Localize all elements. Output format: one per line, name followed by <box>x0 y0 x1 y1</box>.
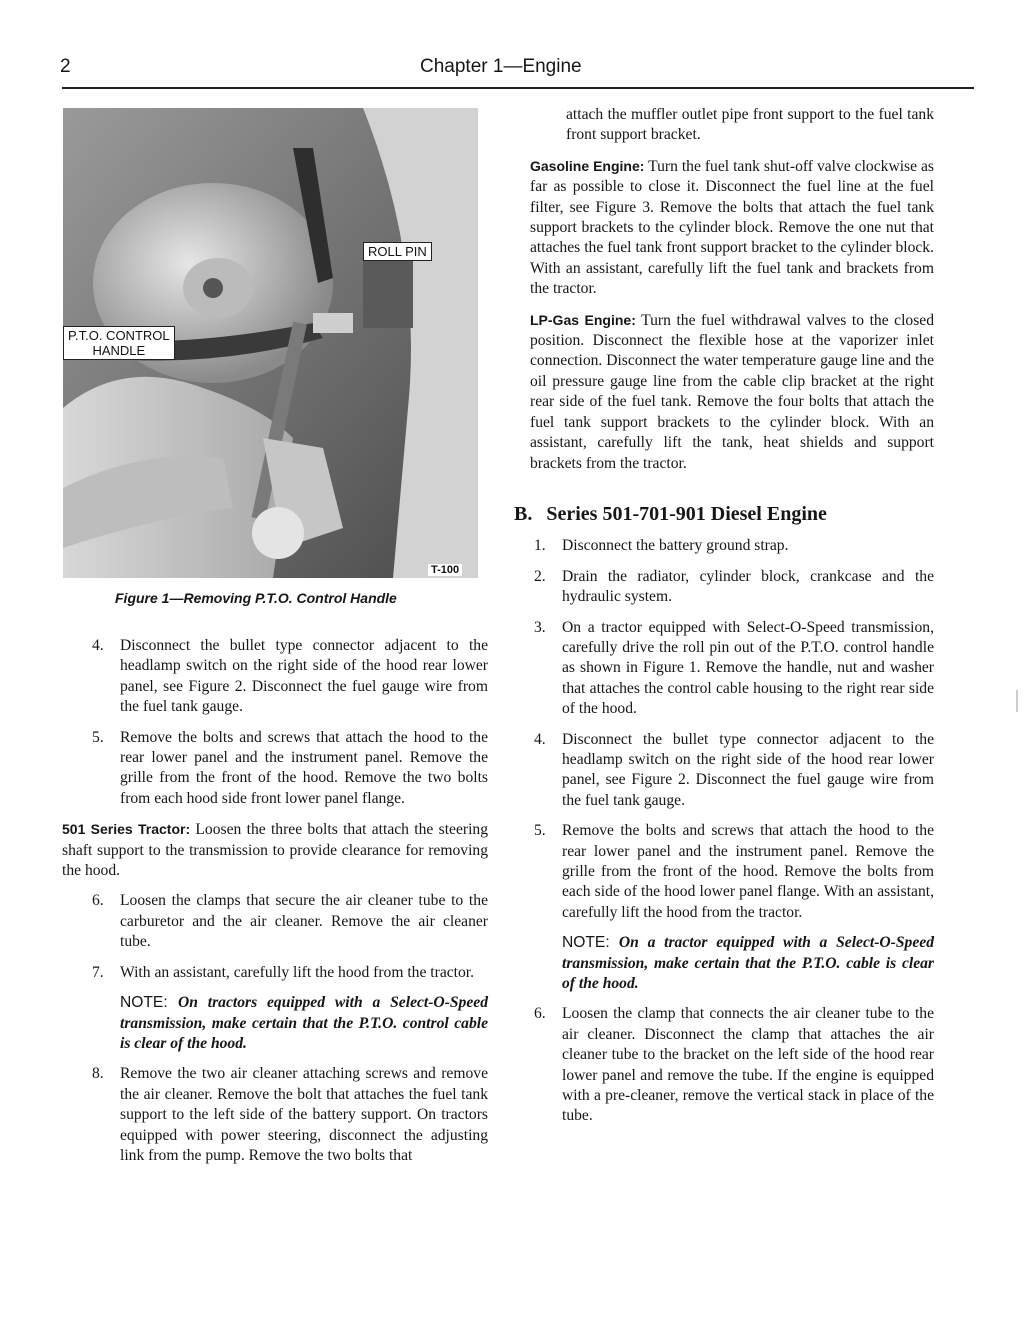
note-label: NOTE: <box>120 994 178 1012</box>
gasoline-engine-label: Gasoline Engine: <box>530 157 645 174</box>
gasoline-engine-paragraph <box>530 156 934 300</box>
note-label: NOTE: <box>562 934 619 952</box>
lp-gas-engine-paragraph <box>530 310 934 474</box>
step-text: On a tractor equipped with Select-O-Speed transmission, carefully drive the roll pin out of the P.T.O. control handle as shown in Figure 1. Remove the handle, nut and washer that attaches the control cable housing to the right rear side of the hood. <box>562 618 934 718</box>
section-title: Series 501-701-901 Diesel Engine <box>546 502 827 525</box>
section-b-heading <box>514 504 934 524</box>
step-number: 4. <box>534 730 546 748</box>
step-text: Disconnect the bullet type connector adjacent to the headlamp switch on the right side of the hood rear lower panel, see Figure 2. Disconnect the fuel gauge wire from the fuel tank gauge. <box>120 637 488 716</box>
right-column <box>514 105 935 1137</box>
pto-callout-line2: HANDLE <box>92 343 146 358</box>
continued-paragraph: attach the muffler outlet pipe front support to the fuel tank front support bracket. <box>566 106 934 144</box>
page-header <box>60 56 973 86</box>
step-text: Drain the radiator, cylinder block, crankcase and the hydraulic system. <box>562 567 934 606</box>
step-number: 6. <box>534 1005 546 1023</box>
step-1-right <box>530 536 934 556</box>
step-number: 4. <box>92 637 104 654</box>
step-8-left <box>88 1064 488 1166</box>
note-left <box>88 993 488 1054</box>
left-column <box>62 636 488 1176</box>
step-5-left <box>88 728 488 810</box>
step-7-left <box>88 963 488 983</box>
series-501-label: 501 Series Tractor: <box>62 821 191 838</box>
step-number: 3. <box>534 618 546 636</box>
margin-mark <box>1016 690 1018 712</box>
step-number: 6. <box>92 892 104 910</box>
roll-pin-callout: ROLL PIN <box>363 242 432 261</box>
step-6-right <box>530 1004 934 1126</box>
step-4-left <box>88 636 488 718</box>
figure-caption: Figure 1—Removing P.T.O. Control Handle <box>115 590 397 606</box>
step-number: 2. <box>534 567 546 585</box>
step-6-left <box>88 891 488 952</box>
pto-control-handle-callout <box>63 326 175 360</box>
note-text: On tractors equipped with a Select-O-Speed transmission, make certain that the P.T.O. control cable is clear of the hood. <box>120 994 488 1052</box>
header-rule <box>62 87 974 89</box>
step-text: Disconnect the battery ground strap. <box>562 537 789 555</box>
step-text: Disconnect the bullet type connector adjacent to the headlamp switch on the right side of the hood rear lower panel, see Figure 2. Disconnect the fuel gauge wire from the fuel tank gauge. <box>562 730 934 809</box>
series-501-paragraph <box>62 819 488 881</box>
lp-gas-engine-text: Turn the fuel withdrawal valves to the closed position. Disconnect the flexible hose at the vaporizer inlet connection. Disconnect the water temperature gauge line and the oil pressure gauge line from the cable clip bracket at the right rear side of the fuel tank. Remove the four bolts that attach the fuel tank support brackets to the cylinder block. With an assistant, carefully lift the tank, heat shields and support brackets from the tractor. <box>530 311 935 472</box>
step-text: With an assistant, carefully lift the hood from the tractor. <box>120 963 475 981</box>
figure-photo <box>63 108 478 578</box>
step-text: Remove the two air cleaner attaching screws and remove the air cleaner. Remove the bolt that attaches the fuel tank support to the left side of the battery support. On tractors equipped with power steering, disconnect the adjusting link from the pump. Remove the two bolts that <box>120 1065 488 1164</box>
lp-gas-engine-label: LP-Gas Engine: <box>530 311 636 328</box>
step-text: Remove the bolts and screws that attach the hood to the rear lower panel and the instrument panel. Remove the grille from the front of the hood. Remove the two bolts from each hood side front lower panel flange. <box>120 728 488 807</box>
step-3-right <box>530 618 934 720</box>
series-501-text: Loosen the three bolts that attach the steering shaft support to the transmission to provide clearance for removing the hood. <box>62 821 488 880</box>
step-5-right <box>530 821 934 923</box>
step-2-right <box>530 567 934 608</box>
note-right <box>530 933 934 994</box>
gasoline-engine-text: Turn the fuel tank shut-off valve clockwise as far as possible to close it. Disconnect the fuel line at the fuel filter, see Figure 3. Remove the bolts that attach the fuel tank support brackets to the cylinder block. Remove the one nut that attaches the fuel tank front support bracket to the cylinder block. With an assistant, carefully lift the fuel tank and brackets from the tractor. <box>530 157 934 298</box>
step-number: 7. <box>92 963 104 981</box>
step-number: 8. <box>92 1065 104 1083</box>
pto-callout-line1: P.T.O. CONTROL <box>68 328 170 343</box>
step-4-right <box>530 730 934 812</box>
running-head: Chapter 1—Engine <box>420 56 582 77</box>
step-number: 5. <box>534 822 546 840</box>
step-text: Loosen the clamp that connects the air cleaner tube to the air cleaner. Disconnect the clamp that attaches the air cleaner tube to the bracket on the left side of the hood rear lower panel and remove the tube. If the engine is equipped with a pre-cleaner, remove the vertical stack in place of the tube. <box>562 1005 934 1125</box>
section-letter: B. <box>514 502 533 525</box>
figure-id: T-100 <box>428 564 462 576</box>
step-text: Loosen the clamps that secure the air cleaner tube to the carburetor and the air cleaner. Remove the air cleaner tube. <box>120 892 488 951</box>
page-number: 2 <box>60 56 71 77</box>
note-text: On a tractor equipped with a Select-O-Speed transmission, make certain that the P.T.O. cable is clear of the hood. <box>562 934 934 993</box>
step-text: Remove the bolts and screws that attach the hood to the rear lower panel and the instrument panel. Remove the grille from the front of the hood. Remove the bolts from each side of the hood lower panel flange. With an assistant, carefully lift the hood from the tractor. <box>562 822 934 921</box>
step-number: 5. <box>92 728 104 746</box>
step-number: 1. <box>534 537 546 555</box>
